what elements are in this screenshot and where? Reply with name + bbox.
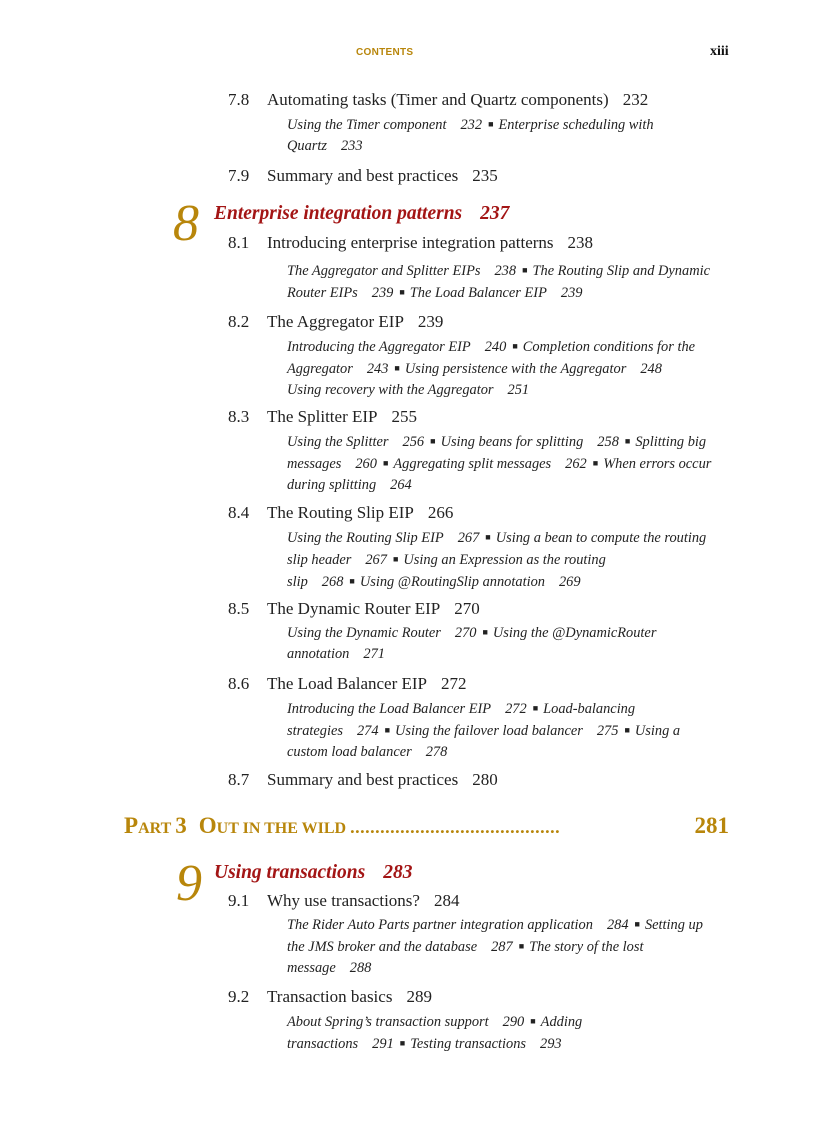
subsection-page: 248 <box>640 361 662 377</box>
subsection-page: 293 <box>540 1036 562 1052</box>
subsection-list <box>287 527 712 593</box>
subsection-page: 239 <box>560 285 583 301</box>
bullet-separator: ■ <box>624 436 631 446</box>
bullet-separator: ■ <box>349 576 355 586</box>
subsection-entry: Using the Dynamic Router <box>287 625 441 641</box>
subsection-entry: Using the Splitter <box>287 434 389 450</box>
bullet-separator: ■ <box>488 119 494 129</box>
section-title-text: Automating tasks (Timer and Quartz components) <box>267 90 609 109</box>
subsection-entry: Using a bean to compute the routing slip header <box>287 530 707 568</box>
subsection-entry: The Aggregator and Splitter EIPs <box>287 263 481 279</box>
subsection-page: 275 <box>596 723 619 739</box>
subsection-page: 269 <box>558 574 581 590</box>
section-title-text: The Routing Slip EIP <box>267 503 414 522</box>
bullet-separator: ■ <box>430 436 436 446</box>
subsection-page: 284 <box>606 917 629 933</box>
subsection-page: 271 <box>363 646 385 662</box>
subsection-entry: Using @RoutingSlip annotation <box>359 574 545 590</box>
bullet-separator: ■ <box>592 458 599 468</box>
subsection-page: 268 <box>321 574 344 590</box>
section-number: 8.6 <box>228 674 250 693</box>
subsection-page: 267 <box>365 552 387 568</box>
subsection-list <box>287 114 712 157</box>
subsection-page: 256 <box>402 434 425 450</box>
bullet-separator: ■ <box>384 725 390 735</box>
subsection-entry: Using a custom load balancer <box>287 723 681 760</box>
section-title[interactable] <box>267 90 648 110</box>
part-leader-dots: .......................................... <box>350 817 561 837</box>
section-page: 235 <box>472 166 498 185</box>
subsection-page: 272 <box>505 701 527 717</box>
part-title-rest: UT IN THE WILD <box>216 820 347 837</box>
bullet-separator: ■ <box>530 1016 536 1026</box>
bullet-separator: ■ <box>522 265 528 275</box>
subsection-list <box>287 431 712 496</box>
subsection-entry: Introducing the Load Balancer EIP <box>287 701 492 717</box>
subsection-page: 243 <box>366 361 389 377</box>
section-number: 8.1 <box>228 233 250 252</box>
section-number: 8.2 <box>228 312 250 331</box>
subsection-page: 291 <box>372 1036 394 1052</box>
subsection-page: 270 <box>454 625 477 641</box>
subsection-page: 267 <box>457 530 480 546</box>
chapter-page: 283 <box>383 862 413 883</box>
subsection-page: 290 <box>502 1014 525 1030</box>
bullet-separator: ■ <box>394 363 400 373</box>
section-page: 289 <box>406 987 432 1006</box>
subsection-page: 251 <box>507 382 530 398</box>
section-page: 232 <box>622 90 649 109</box>
section-title[interactable] <box>267 770 498 790</box>
section-title-text: Summary and best practices <box>267 770 459 789</box>
section-title-text: Why use transactions? <box>267 891 420 910</box>
subsection-entry: Adding transactions <box>287 1014 583 1052</box>
subsection-entry: When errors occur during splitting <box>287 456 712 493</box>
section-page: 280 <box>472 770 498 789</box>
running-header: CONTENTS <box>356 47 414 58</box>
subsection-entry: Using the @DynamicRouter annotation <box>287 625 657 662</box>
part-number: 3 <box>175 813 187 838</box>
section-number: 8.3 <box>228 407 250 426</box>
subsection-entry: Using the Timer component <box>287 117 447 133</box>
section-number: 7.8 <box>228 90 250 109</box>
chapter-page: 237 <box>480 203 510 224</box>
section-title[interactable] <box>267 987 432 1007</box>
subsection-page: 232 <box>460 117 483 133</box>
bullet-separator: ■ <box>532 703 539 713</box>
page-number: xiii <box>710 44 729 59</box>
bullet-separator: ■ <box>382 458 389 468</box>
chapter-number-8: 8 <box>173 195 199 252</box>
section-number: 8.7 <box>228 770 250 789</box>
chapter-title-text: Using transactions <box>214 862 366 883</box>
chapter-number-9: 9 <box>176 855 202 912</box>
subsection-entry: Using the failover load balancer <box>395 723 583 739</box>
subsection-entry: Testing transactions <box>410 1036 527 1052</box>
bullet-separator: ■ <box>485 532 491 542</box>
subsection-entry: The Load Balancer EIP <box>409 285 547 301</box>
subsection-list <box>287 336 712 401</box>
subsection-entry: The story of the lost message <box>287 939 644 976</box>
subsection-page: 238 <box>494 263 517 279</box>
section-title[interactable] <box>267 233 593 253</box>
section-title-text: The Splitter EIP <box>267 407 378 426</box>
bullet-separator: ■ <box>634 919 640 929</box>
subsection-entry: Introducing the Aggregator EIP <box>287 339 471 355</box>
subsection-entry: Using recovery with the Aggregator <box>287 382 494 398</box>
subsection-entry: Using persistence with the Aggregator <box>404 361 627 377</box>
subsection-page: 240 <box>484 339 507 355</box>
subsection-page: 239 <box>371 285 394 301</box>
bullet-separator: ■ <box>624 725 630 735</box>
subsection-page: 274 <box>356 723 379 739</box>
subsection-page: 288 <box>349 960 372 976</box>
section-page: 255 <box>391 407 417 426</box>
subsection-entry: Enterprise scheduling with Quartz <box>287 117 654 154</box>
subsection-list <box>287 1011 627 1055</box>
section-page: 284 <box>433 891 460 910</box>
section-title-text: The Load Balancer EIP <box>267 674 428 693</box>
subsection-page: 233 <box>340 138 363 154</box>
section-title-text: The Aggregator EIP <box>267 312 404 331</box>
subsection-page: 258 <box>597 434 619 450</box>
subsection-page: 262 <box>565 456 587 472</box>
section-page: 270 <box>454 599 480 618</box>
section-page: 272 <box>441 674 467 693</box>
chapter-title[interactable] <box>214 203 509 225</box>
part-title-initial: O <box>198 813 217 838</box>
subsection-entry: Using beans for splitting <box>440 434 584 450</box>
subsection-entry: The Routing Slip and Dynamic Router EIPs <box>287 263 710 301</box>
section-number: 9.2 <box>228 987 250 1006</box>
subsection-entry: Completion conditions for the Aggregator <box>287 339 696 377</box>
section-title[interactable] <box>267 166 498 186</box>
subsection-list <box>287 260 712 304</box>
section-number: 8.5 <box>228 599 250 618</box>
bullet-separator: ■ <box>482 627 488 637</box>
part-page: 281 <box>694 813 729 838</box>
chapter-title[interactable] <box>214 862 412 884</box>
bullet-separator: ■ <box>518 941 525 951</box>
subsection-page: 264 <box>390 477 412 493</box>
bullet-separator: ■ <box>392 554 399 564</box>
section-title[interactable] <box>267 312 443 332</box>
bullet-separator: ■ <box>399 1038 406 1048</box>
subsection-entry: Using the Routing Slip EIP <box>287 530 444 546</box>
section-number: 7.9 <box>228 166 250 185</box>
section-title-text: Introducing enterprise integration patterns <box>267 233 554 252</box>
subsection-page: 287 <box>491 939 513 955</box>
section-page: 238 <box>567 233 594 252</box>
subsection-entry: The Rider Auto Parts partner integration application <box>287 917 593 933</box>
section-title-text: The Dynamic Router EIP <box>267 599 441 618</box>
bullet-separator: ■ <box>512 341 518 351</box>
subsection-entry: Splitting big messages <box>287 434 707 472</box>
section-title[interactable] <box>267 599 480 619</box>
section-page: 266 <box>427 503 454 522</box>
subsection-entry: Load-balancing strategies <box>287 701 636 739</box>
part-label-rest: ART <box>138 820 172 837</box>
subsection-entry: About Spring’s transaction support <box>287 1014 489 1030</box>
chapter-title-text: Enterprise integration patterns <box>214 203 463 224</box>
subsection-entry: Setting up the JMS broker and the database <box>287 917 703 955</box>
part-heading[interactable] <box>124 813 729 839</box>
subsection-page: 278 <box>425 744 448 760</box>
section-title[interactable] <box>267 503 453 523</box>
subsection-list <box>287 914 712 979</box>
subsection-list <box>287 698 712 763</box>
subsection-entry: Using an Expression as the routing slip <box>287 552 606 590</box>
subsection-entry: Aggregating split messages <box>393 456 552 472</box>
bullet-separator: ■ <box>399 287 405 297</box>
section-number: 9.1 <box>228 891 250 910</box>
section-title-text: Summary and best practices <box>267 166 459 185</box>
subsection-list <box>287 622 712 665</box>
subsection-page: 260 <box>355 456 377 472</box>
part-label-initial: P <box>124 813 139 838</box>
section-title[interactable] <box>267 891 459 911</box>
section-title-text: Transaction basics <box>267 987 393 1006</box>
section-number: 8.4 <box>228 503 250 522</box>
section-page: 239 <box>417 312 444 331</box>
section-title[interactable] <box>267 674 467 694</box>
section-title[interactable] <box>267 407 417 427</box>
